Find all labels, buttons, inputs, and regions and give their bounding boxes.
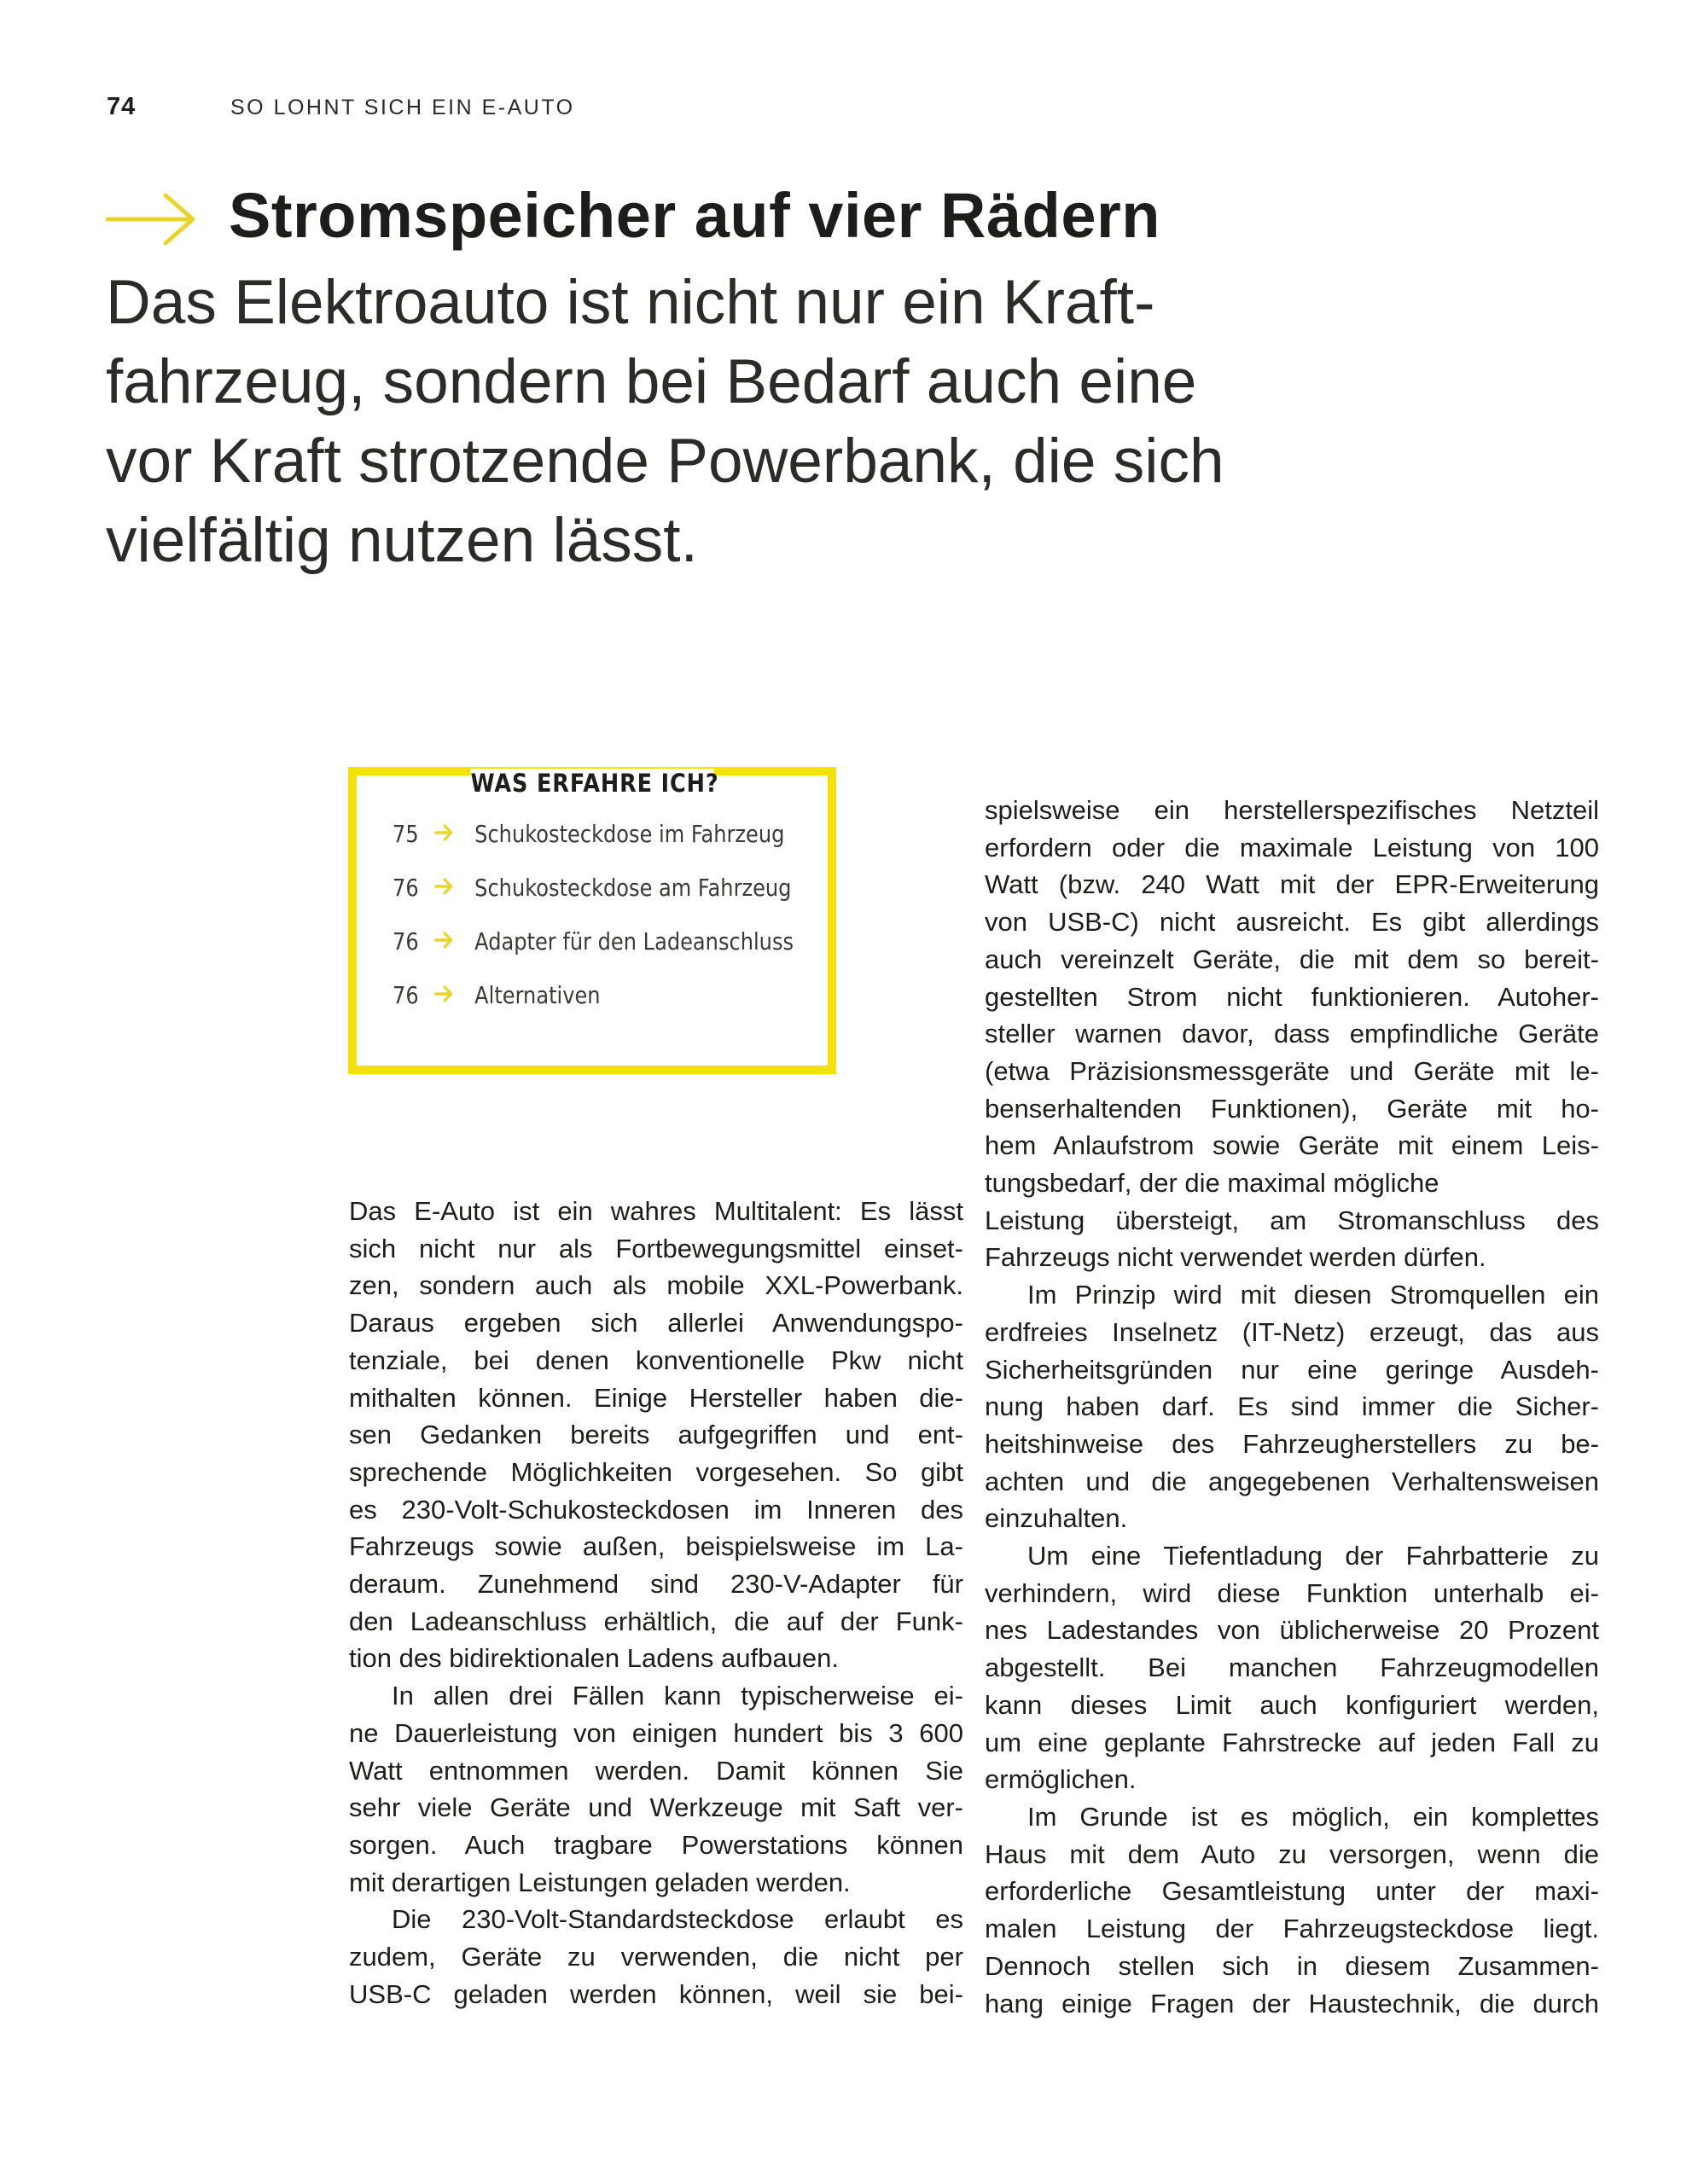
body-column-left bbox=[349, 1193, 963, 2013]
body-line: erforderliche Gesamtleistung unter der maxi- bbox=[985, 1876, 1599, 1907]
body-line: tungsbedarf, der die maximal mögliche bbox=[985, 1168, 1439, 1199]
toc-page-number: 76 bbox=[393, 981, 419, 1009]
toc-frame bbox=[348, 767, 836, 1074]
body-line: ermöglichen. bbox=[985, 1764, 1137, 1795]
toc-label: Adapter für den Ladeanschluss bbox=[474, 927, 794, 956]
body-line: spielsweise ein herstellerspezifisches Netzteil bbox=[985, 795, 1599, 825]
toc-label: Schukosteckdose im Fahrzeug bbox=[474, 820, 785, 848]
body-line: gestellten Strom nicht funktionieren. Autoher- bbox=[985, 981, 1599, 1012]
body-line: sich nicht nur als Fortbewegungsmittel einset- bbox=[349, 1233, 963, 1263]
body-line: es 230-Volt-Schukosteckdosen im Inneren des bbox=[349, 1494, 963, 1525]
arrow-right-icon bbox=[434, 931, 453, 950]
toc-page-number: 76 bbox=[393, 927, 419, 956]
intro-paragraph bbox=[106, 263, 1556, 580]
toc-page-number: 76 bbox=[393, 874, 419, 902]
body-line: benserhaltenden Funktionen), Geräte mit ho- bbox=[985, 1093, 1599, 1124]
body-line: Sicherheitsgründen nur eine geringe Ausdeh- bbox=[985, 1354, 1599, 1385]
intro-line: Das Elektroauto ist nicht nur ein Kraft- bbox=[106, 268, 1155, 337]
body-column-right bbox=[985, 792, 1599, 2022]
body-line: zudem, Geräte zu verwenden, die nicht per bbox=[349, 1942, 963, 1972]
body-line: Haus mit dem Auto zu versorgen, wenn die bbox=[985, 1838, 1599, 1869]
body-line: nung haben darf. Es sind immer die Sicher- bbox=[985, 1391, 1599, 1422]
intro-line: vielfältig nutzen lässt. bbox=[106, 506, 698, 575]
body-line: malen Leistung der Fahrzeugsteckdose liegt. bbox=[985, 1914, 1599, 1944]
body-line: auch vereinzelt Geräte, die mit dem so bereit- bbox=[985, 944, 1599, 974]
body-line: Das E-Auto ist ein wahres Multitalent: Es lässt bbox=[349, 1196, 963, 1226]
body-line: (etwa Präzisionsmessgeräte und Geräte mit le- bbox=[985, 1055, 1599, 1086]
body-line: hem Anlaufstrom sowie Geräte mit einem Leis- bbox=[985, 1130, 1599, 1161]
body-line: Um eine Tiefentladung der Fahrbatterie zu bbox=[1027, 1541, 1599, 1571]
toc-label: Schukosteckdose am Fahrzeug bbox=[474, 874, 792, 902]
body-line: den Ladeanschluss erhältlich, die auf der Funk- bbox=[349, 1606, 963, 1636]
body-line: ne Dauerleistung von einigen hundert bis 3 600 bbox=[349, 1717, 963, 1748]
body-line: Watt (bzw. 240 Watt mit der EPR-Erweiterung bbox=[985, 869, 1599, 900]
arrow-right-icon bbox=[106, 193, 196, 246]
body-line: In allen drei Fällen kann typischerweise ei- bbox=[392, 1681, 963, 1711]
body-line: erfordern oder die maximale Leistung von 100 bbox=[985, 832, 1599, 863]
body-line: kann dieses Limit auch konfiguriert werden, bbox=[985, 1689, 1599, 1720]
body-line: einzuhalten. bbox=[985, 1503, 1128, 1534]
body-line: Daraus ergeben sich allerlei Anwendungspo- bbox=[349, 1308, 963, 1339]
body-line: erdfreies Inselnetz (IT-Netz) erzeugt, das aus bbox=[985, 1316, 1599, 1347]
body-line: heitshinweise des Fahrzeugherstellers zu be- bbox=[985, 1428, 1599, 1459]
body-line: sehr viele Geräte und Werkzeuge mit Saft ver- bbox=[349, 1792, 963, 1823]
body-line: Leistung übersteigt, am Stromanschluss des bbox=[985, 1205, 1599, 1235]
body-line: abgestellt. Bei manchen Fahrzeugmodellen bbox=[985, 1653, 1599, 1683]
body-line: deraum. Zunehmend sind 230-V-Adapter für bbox=[349, 1569, 963, 1600]
body-line: Fahrzeugs nicht verwendet werden dürfen. bbox=[985, 1242, 1486, 1273]
body-line: Fahrzeugs sowie außen, beispielsweise im La- bbox=[349, 1531, 963, 1562]
toc-item[interactable] bbox=[393, 874, 791, 909]
body-line: sen Gedanken bereits aufgegriffen und ent- bbox=[349, 1420, 963, 1450]
body-line: Dennoch stellen sich in diesem Zusammen- bbox=[985, 1950, 1599, 1981]
body-line: steller warnen davor, dass empfindliche Geräte bbox=[985, 1019, 1599, 1049]
body-line: um eine geplante Fahrstrecke auf jeden Fall zu bbox=[985, 1727, 1599, 1757]
body-line: sorgen. Auch tragbare Powerstations können bbox=[349, 1829, 963, 1860]
toc-page-number: 75 bbox=[393, 820, 419, 848]
arrow-right-icon bbox=[434, 823, 453, 842]
toc-label: Alternativen bbox=[474, 981, 601, 1009]
body-line: Im Grunde ist es möglich, ein komplettes bbox=[1027, 1801, 1599, 1832]
body-line: Watt entnommen werden. Damit können Sie bbox=[349, 1755, 963, 1786]
arrow-right-icon bbox=[434, 985, 453, 1003]
toc-item[interactable] bbox=[393, 820, 784, 856]
intro-line: vor Kraft strotzende Powerbank, die sich bbox=[106, 427, 1224, 496]
body-line: achten und die angegebenen Verhaltensweisen bbox=[985, 1466, 1599, 1496]
arrow-right-icon bbox=[434, 877, 453, 896]
body-line: Im Prinzip wird mit diesen Stromquellen ein bbox=[1027, 1280, 1599, 1310]
running-title: SO LOHNT SICH EIN E-AUTO bbox=[230, 96, 575, 119]
body-line: zen, sondern auch als mobile XXL-Powerbank. bbox=[349, 1270, 963, 1301]
body-line: USB-C geladen werden können, weil sie bei- bbox=[349, 1978, 963, 2009]
body-line: mithalten können. Einige Hersteller haben die- bbox=[349, 1382, 963, 1413]
body-line: von USB-C) nicht ausreicht. Es gibt allerdings bbox=[985, 907, 1599, 938]
body-line: mit derartigen Leistungen geladen werden. bbox=[349, 1867, 851, 1897]
body-line: tion des bidirektionalen Ladens aufbauen. bbox=[349, 1643, 839, 1674]
body-line: nes Ladestandes von üblicherweise 20 Prozent bbox=[985, 1615, 1599, 1646]
body-line: verhindern, wird diese Funktion unterhalb ei- bbox=[985, 1577, 1599, 1608]
body-line: Die 230-Volt-Standardsteckdose erlaubt es bbox=[392, 1904, 963, 1935]
body-line: tenziale, bei denen konventionelle Pkw nicht bbox=[349, 1345, 963, 1375]
toc-item[interactable] bbox=[393, 927, 794, 963]
chapter-title: Stromspeicher auf vier Rädern bbox=[229, 180, 1160, 251]
body-line: sprechende Möglichkeiten vorgesehen. So gibt bbox=[349, 1456, 963, 1487]
intro-line: fahrzeug, sondern bei Bedarf auch eine bbox=[106, 347, 1197, 416]
page-number: 74 bbox=[107, 93, 137, 120]
toc-box bbox=[348, 767, 836, 1074]
body-line: hang einige Fragen der Haustechnik, die durch bbox=[985, 1988, 1599, 2018]
toc-heading: WAS ERFAHRE ICH? bbox=[470, 769, 719, 798]
toc-item[interactable] bbox=[393, 981, 601, 1017]
